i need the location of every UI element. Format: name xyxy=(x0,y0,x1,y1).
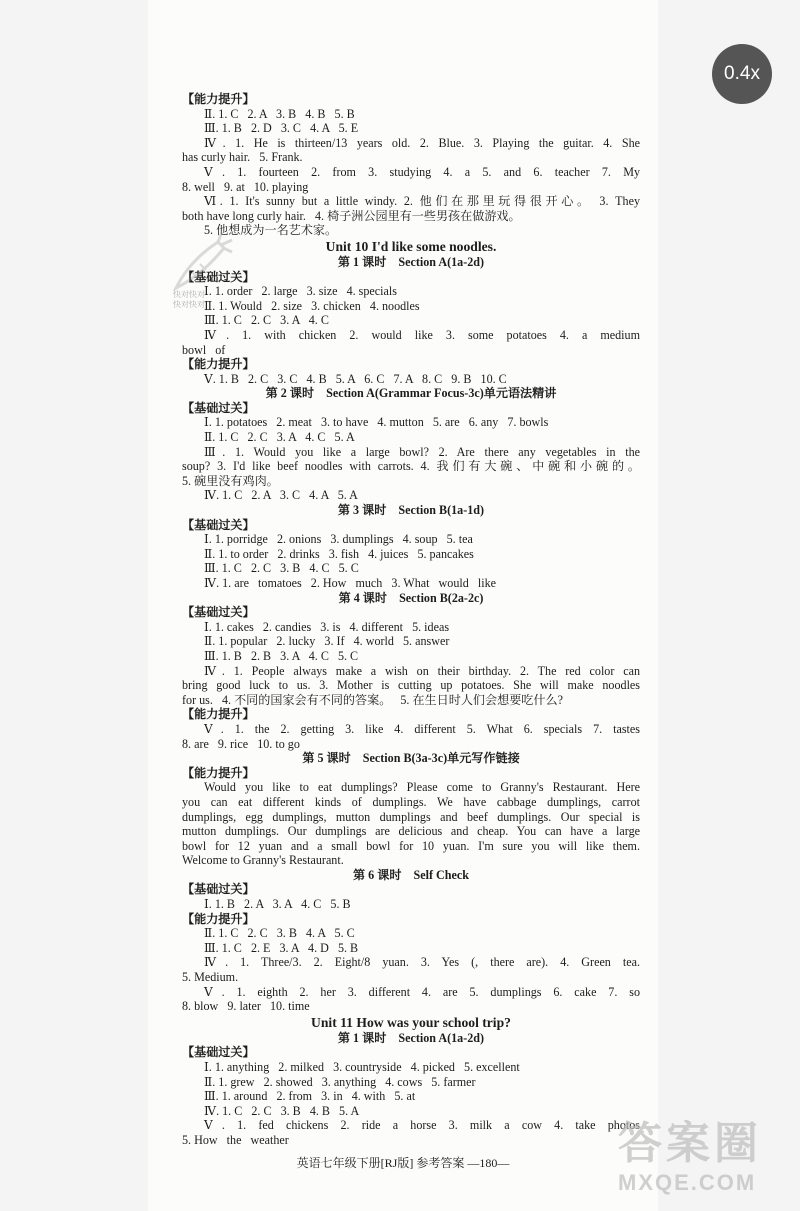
section-label: 【基础过关】 xyxy=(182,269,255,284)
answer-line: Ⅱ. 1. C 2. C 3. B 4. A 5. C xyxy=(204,926,355,941)
answer-line: Ⅲ. 1. Would you like a large bowl? 2. Are there any vegetables in the xyxy=(204,444,640,459)
answer-line: Ⅳ. 1. People always make a wish on their birthday. 2. The red color can xyxy=(204,663,640,678)
answer-line: 8. are 9. rice 10. to go xyxy=(182,736,300,751)
corner-watermark: 答案圈 MXQE.COM xyxy=(618,1119,762,1195)
section-label: 【基础过关】 xyxy=(182,882,255,897)
section-label: 【能力提升】 xyxy=(182,765,255,780)
page-footer: 英语七年级下册[RJ版] 参考答案 —180— xyxy=(296,1156,510,1170)
section-label: 【能力提升】 xyxy=(182,707,255,722)
section-label: 【基础过关】 xyxy=(182,400,255,415)
section-label: 【基础过关】 xyxy=(182,1045,255,1060)
answer-line: Ⅵ. 1. It's sunny but a little windy. 2. 他们在那里玩得很开心。 3. They xyxy=(204,194,640,209)
lesson-heading: 第 1 课时 Section A(1a-2d) xyxy=(337,254,485,269)
answer-line: Ⅱ. 1. to order 2. drinks 3. fish 4. juices 5. pancakes xyxy=(204,546,474,561)
answer-line: 8. blow 9. later 10. time xyxy=(182,999,310,1014)
answer-content xyxy=(182,92,640,1148)
answer-line: both have long curly hair. 4. 椅子洲公园里有一些男孩在做游戏。 xyxy=(182,208,521,223)
answer-page xyxy=(148,0,658,1211)
lesson-heading: 第 3 课时 Section B(1a-1d) xyxy=(337,503,485,518)
answer-line: Ⅰ. 1. order 2. large 3. size 4. specials xyxy=(204,284,397,299)
answer-line: 8. well 9. at 10. playing xyxy=(182,179,309,194)
answer-line: Ⅱ. 1. C 2. C 3. A 4. C 5. A xyxy=(204,430,355,445)
answer-line: Ⅴ. 1. fourteen 2. from 3. studying 4. a 5. and 6. teacher 7. My xyxy=(204,164,640,179)
answer-line: 5. How the weather xyxy=(182,1132,289,1147)
answer-line: bowl of xyxy=(182,342,226,357)
answer-line: 5. Medium. xyxy=(182,970,239,985)
answer-line: Ⅲ. 1. C 2. C 3. A 4. C xyxy=(204,313,329,328)
section-label: 【能力提升】 xyxy=(182,92,255,106)
answer-line: dumplings, egg dumplings, mutton dumplings and beef dumplings. Our special is xyxy=(182,809,640,824)
answer-line: 5. 他想成为一名艺术家。 xyxy=(204,223,338,238)
answer-line: Ⅲ. 1. B 2. D 3. C 4. A 5. E xyxy=(204,121,359,136)
answer-line: bring good luck to us. 3. Mother is cutting up potatoes. She will make noodles xyxy=(182,678,640,693)
answer-line: Ⅴ. 1. the 2. getting 3. like 4. different 5. What 6. specials 7. tastes xyxy=(204,721,640,736)
lesson-heading: 第 6 课时 Self Check xyxy=(353,867,469,882)
answer-line: Ⅰ. 1. anything 2. milked 3. countryside 4. picked 5. excellent xyxy=(204,1060,520,1074)
answer-line: mutton dumplings. Our dumplings are delicious and cheap. You can have a large xyxy=(182,824,640,839)
answer-line: Ⅳ. 1. C 2. C 3. B 4. B 5. A xyxy=(204,1103,360,1118)
section-label: 【基础过关】 xyxy=(182,517,255,532)
answer-line: Ⅰ. 1. B 2. A 3. A 4. C 5. B xyxy=(204,897,351,912)
answer-line: Ⅲ. 1. B 2. B 3. A 4. C 5. C xyxy=(204,648,359,663)
answer-line: Ⅴ. 1. eighth 2. her 3. different 4. are 5. dumplings 6. cake 7. so xyxy=(204,984,640,999)
answer-line: Would you like to eat dumplings? Please come to Granny's Restaurant. Here xyxy=(204,780,640,795)
section-label: 【能力提升】 xyxy=(182,911,255,926)
answer-line: Ⅴ. 1. B 2. C 3. C 4. B 5. A 6. C 7. A 8. C 9. B 10. C xyxy=(204,371,507,386)
lesson-heading: 第 1 课时 Section A(1a-2d) xyxy=(337,1030,485,1045)
answer-line: Ⅲ. 1. around 2. from 3. in 4. with 5. at xyxy=(204,1089,416,1104)
answer-line: Ⅳ. 1. He is thirteen/13 years old. 2. Blue. 3. Playing the guitar. 4. She xyxy=(204,135,640,150)
answer-line: you can eat different kinds of dumplings. We have cabbage dumplings, carrot xyxy=(182,794,640,809)
right-margin xyxy=(658,0,800,1211)
answer-line: Ⅴ. 1. fed chickens 2. ride a horse 3. milk a cow 4. take photos xyxy=(204,1118,640,1133)
answer-line: Welcome to Granny's Restaurant. xyxy=(182,853,344,868)
answer-line: has curly hair. 5. Frank. xyxy=(182,150,303,165)
answer-line: soup? 3. I'd like beef noodles with carrots. 4. 我们有大碗、中碗和小碗的。 xyxy=(182,459,640,474)
answer-line: bowl for 12 yuan and a small bowl for 10 yuan. I'm sure you will like them. xyxy=(182,838,640,853)
lesson-heading: 第 5 课时 Section B(3a-3c)单元写作链接 xyxy=(302,751,520,766)
answer-line: Ⅳ. 1. are tomatoes 2. How much 3. What would like xyxy=(204,576,496,590)
answer-line: Ⅳ. 1. with chicken 2. would like 3. some potatoes 4. a medium xyxy=(204,327,640,342)
answer-line: for us. 4. 不同的国家会有不同的答案。 5. 在生日时人们会想要吃什么? xyxy=(182,692,563,707)
lesson-heading: 第 2 课时 Section A(Grammar Focus-3c)单元语法精讲 xyxy=(265,386,557,401)
section-label: 【能力提升】 xyxy=(182,357,255,372)
answer-line: Ⅱ. 1. popular 2. lucky 3. If 4. world 5. answer xyxy=(204,634,450,649)
answer-line: Ⅱ. 1. C 2. A 3. B 4. B 5. B xyxy=(204,106,355,121)
left-margin xyxy=(0,0,148,1211)
answer-line: Ⅲ. 1. C 2. E 3. A 4. D 5. B xyxy=(204,940,359,955)
answer-line: Ⅱ. 1. grew 2. showed 3. anything 4. cows 5. farmer xyxy=(204,1074,476,1089)
lesson-heading: 第 4 课时 Section B(2a-2c) xyxy=(338,590,484,605)
answer-line: Ⅱ. 1. Would 2. size 3. chicken 4. noodles xyxy=(204,298,420,313)
answer-line: Ⅳ. 1. C 2. A 3. C 4. A 5. A xyxy=(204,488,358,503)
carrot-watermark-icon xyxy=(166,228,236,298)
answer-line: 5. 碗里没有鸡肉。 xyxy=(182,473,279,488)
watermark-tag: 快对快对 快对快对 xyxy=(173,290,205,309)
section-label: 【基础过关】 xyxy=(182,605,255,620)
answer-line: Ⅰ. 1. cakes 2. candies 3. is 4. different 5. ideas xyxy=(204,619,450,634)
answer-line: Ⅰ. 1. potatoes 2. meat 3. to have 4. mutton 5. are 6. any 7. bowls xyxy=(204,415,549,430)
unit-title: Unit 10 I'd like some noodles. xyxy=(325,238,497,254)
zoom-level-badge[interactable]: 0.4x xyxy=(712,44,772,104)
answer-line: Ⅰ. 1. porridge 2. onions 3. dumplings 4. soup 5. tea xyxy=(204,532,473,547)
unit-title: Unit 11 How was your school trip? xyxy=(311,1014,511,1030)
answer-line: Ⅳ. 1. Three/3. 2. Eight/8 yuan. 3. Yes (, there are). 4. Green tea. xyxy=(204,955,640,970)
answer-line: Ⅲ. 1. C 2. C 3. B 4. C 5. C xyxy=(204,561,359,576)
